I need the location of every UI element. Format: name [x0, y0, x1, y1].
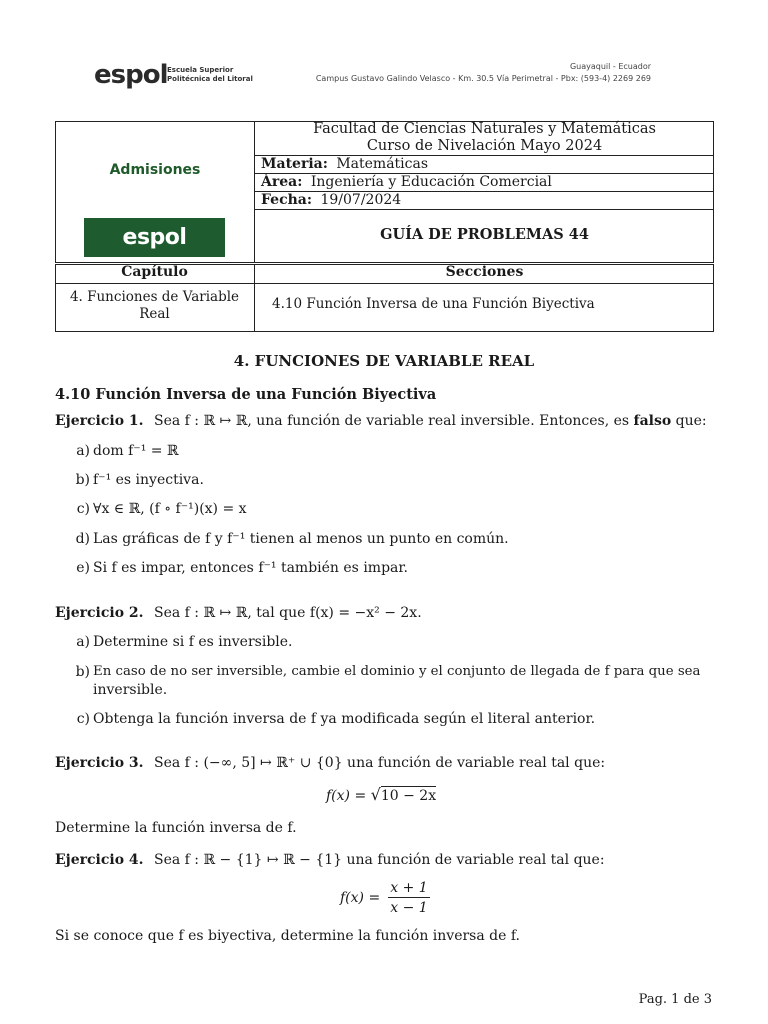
- chapter-title: 4. FUNCIONES DE VARIABLE REAL: [233, 352, 535, 370]
- faculty-line: Facultad de Ciencias Naturales y Matemáticas: [313, 121, 656, 137]
- capitulo-line2: Real: [139, 306, 170, 322]
- formula-radicand: 10 − 2x: [380, 788, 437, 804]
- item-text: dom f⁻¹ = ℝ: [93, 443, 179, 459]
- materia-row: [261, 156, 428, 173]
- item-label: a): [76, 634, 90, 650]
- fraction-denominator: x − 1: [390, 900, 428, 916]
- exercise-1-falso: falso: [633, 413, 672, 429]
- col-header-capitulo: Capítulo: [121, 264, 188, 280]
- exercise-4-closing: Si se conoce que f es biyectiva, determine la función inversa de f.: [55, 928, 520, 944]
- table-rule: [55, 283, 714, 284]
- faculty-name: [255, 121, 714, 155]
- col-header-secciones: Secciones: [445, 264, 524, 280]
- table-rule: [254, 209, 714, 210]
- capitulo-cell: [55, 289, 254, 323]
- campus-address: Campus Gustavo Galindo Velasco - Km. 30.5 Vía Perimetral - Pbx: (593-4) 2269 269: [315, 74, 651, 83]
- item-label: e): [76, 560, 90, 576]
- exercise-4-formula-lhs: f(x) =: [340, 890, 381, 906]
- section-title: 4.10 Función Inversa de una Función Biyectiva: [55, 386, 437, 403]
- exercise-3-statement: [55, 754, 605, 772]
- item-text: Obtenga la función inversa de f ya modificada según el literal anterior.: [93, 711, 596, 727]
- item-label: b): [75, 472, 90, 488]
- logo-subtitle-line1: Escuela Superior: [167, 66, 234, 74]
- exercise-1-text: Sea f : ℝ ↦ ℝ, una función de variable real inversible. Entonces, es: [154, 413, 630, 429]
- exercise-4-label: Ejercicio 4.: [55, 852, 144, 868]
- fecha-value: 19/07/2024: [320, 192, 402, 208]
- item-label: b): [75, 664, 90, 680]
- formula-lhs: f(x) =: [326, 788, 367, 804]
- item-label: c): [76, 711, 90, 727]
- item-text: Si f es impar, entonces f⁻¹ también es impar.: [93, 560, 408, 576]
- espol-green-logo: espol: [84, 218, 225, 257]
- logo-subtitle-line2: Politécnica del Litoral: [167, 75, 253, 83]
- item-text: Las gráficas de f y f⁻¹ tienen al menos un punto en común.: [93, 531, 509, 547]
- item-text: En caso de no ser inversible, cambie el dominio y el conjunto de llegada de f para que sea: [93, 664, 701, 679]
- exercise-3-formula: [326, 786, 436, 805]
- espol-logo: espol: [94, 60, 168, 90]
- exercise-1-statement: [55, 412, 735, 430]
- campus-city: Guayaquil - Ecuador: [569, 62, 651, 71]
- exercise-1-label: Ejercicio 1.: [55, 413, 144, 429]
- exercise-1-que: que:: [675, 413, 707, 429]
- item-text: ∀x ∈ ℝ, (f ∘ f⁻¹)(x) = x: [93, 501, 247, 517]
- materia-label: Materia:: [261, 156, 328, 172]
- exercise-2-label: Ejercicio 2.: [55, 605, 144, 621]
- capitulo-line1: 4. Funciones de Variable: [69, 289, 240, 305]
- exercise-3-closing: Determine la función inversa de f.: [55, 820, 297, 836]
- seccion-cell: 4.10 Función Inversa de una Función Biyectiva: [272, 296, 595, 312]
- area-row: [261, 174, 552, 191]
- area-value: Ingeniería y Educación Comercial: [310, 174, 552, 190]
- sqrt-symbol: √: [370, 785, 381, 804]
- logo-subtitle: [167, 66, 253, 84]
- course-line: Curso de Nivelación Mayo 2024: [366, 138, 603, 154]
- page-number: Pag. 1 de 3: [638, 992, 712, 1007]
- exercise-2-text: Sea f : ℝ ↦ ℝ, tal que f(x) = −x² − 2x.: [154, 605, 422, 621]
- item-text: f⁻¹ es inyectiva.: [93, 472, 204, 488]
- exercise-3-text: Sea f : (−∞, 5] ↦ ℝ⁺ ∪ {0} una función de variable real tal que:: [154, 755, 606, 771]
- item-label: a): [76, 443, 90, 459]
- guide-title: GUÍA DE PROBLEMAS 44: [380, 226, 589, 243]
- fecha-row: [261, 192, 401, 209]
- item-label: c): [76, 501, 90, 517]
- item-text-continued: inversible.: [93, 682, 168, 698]
- exercise-3-label: Ejercicio 3.: [55, 755, 144, 771]
- item-label: d): [75, 531, 90, 547]
- exercise-4-statement: [55, 851, 605, 869]
- materia-value: Matemáticas: [336, 156, 429, 172]
- exercise-4-text: Sea f : ℝ − {1} ↦ ℝ − {1} una función de variable real tal que:: [154, 852, 605, 868]
- fecha-label: Fecha:: [261, 192, 313, 208]
- fraction-numerator: x + 1: [388, 879, 430, 898]
- item-text: Determine si f es inversible.: [93, 634, 293, 650]
- admisiones-label: Admisiones: [109, 162, 201, 178]
- exercise-4-fraction: [388, 879, 430, 918]
- exercise-2-statement: [55, 604, 422, 622]
- area-label: Área:: [261, 174, 303, 190]
